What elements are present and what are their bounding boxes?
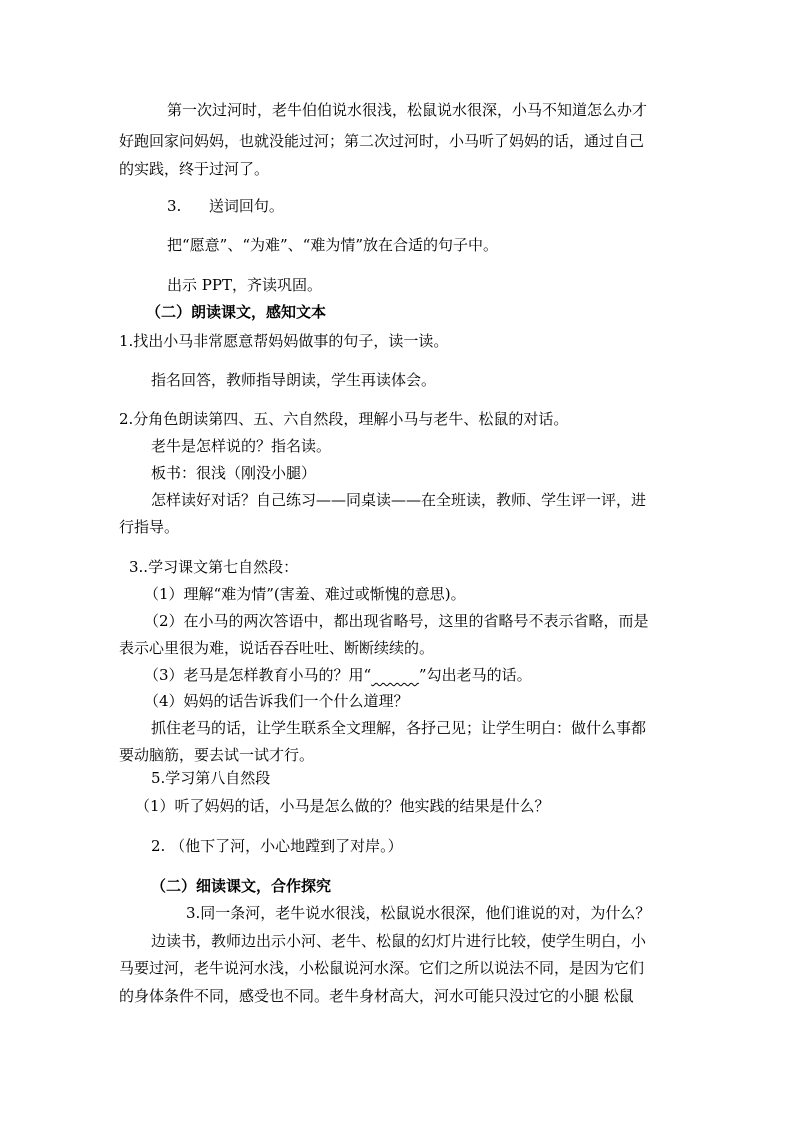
question-2-line: 老牛是怎样说的？指名读。 <box>151 437 332 455</box>
board-note: 板书：很浅（刚没小腿） <box>151 464 317 482</box>
question-1-answer: 指名回答，教师指导朗读，学生再读体会。 <box>151 371 437 389</box>
question-2-line: 怎样读好对话？自己练习——同桌读——在全班读，教师、学生评一评，进 <box>151 491 647 509</box>
section-number: 3. <box>167 197 182 215</box>
paragraph-line: 的实践，终于过河了。 <box>119 160 270 178</box>
question-2: 2.分角色朗读第四、五、六自然段，理解小马与老牛、松鼠的对话。 <box>119 410 569 428</box>
question-1: 1.找出小马非常愿意帮妈妈做事的句子，读一读。 <box>119 332 449 350</box>
paragraph-line: 好跑回家问妈妈，也就没能过河；第二次过河时，小马听了妈妈的话，通过自己 <box>119 132 645 150</box>
paragraph-line: 的身体条件不同，感受也不同。老牛身材高大，河水可能只没过它的小腿 松鼠 <box>119 987 634 1005</box>
instruction-text: 把“愿意”、“为难”、“难为情”放在合适的句子中。 <box>167 236 499 254</box>
question-3-item: （1）理解“难为情”(害羞、难过或惭愧的意思)。 <box>144 585 466 603</box>
paragraph-line: 边读书，教师边出示小河、老牛、松鼠的幻灯片进行比较，使学生明白，小 <box>151 932 647 950</box>
question-3-item: （2）在小马的两次答语中，都出现省略号，这里的省略号不表示省略，而是 <box>144 612 649 630</box>
wavy-blank <box>371 666 419 684</box>
paragraph-line: 第一次过河时，老牛伯伯说水很浅，松鼠说水很深，小马不知道怎么办才 <box>167 101 648 119</box>
subheading-explore: （二）细读课文，合作探究 <box>151 877 332 895</box>
question-3-item: 表示心里很为难，说话吞吞吐吐、断断续续的。 <box>119 639 435 657</box>
section-heading-3 <box>167 196 284 216</box>
item-text: ”勾出老马的话。 <box>418 666 532 684</box>
section-title: 送词回句。 <box>208 197 284 215</box>
item-text: （3）老马是怎样教育小马的？用“ <box>144 666 372 684</box>
question-3-item: （4）妈妈的话告诉我们一个什么道理？ <box>144 692 409 710</box>
question-3-item <box>144 665 532 685</box>
question-5-answer: 2. （他下了河，小心地蹚到了对岸。） <box>151 837 403 855</box>
ppt-note: 出示 PPT，齐读巩固。 <box>167 276 322 294</box>
question-3-item: 抓住老马的话，让学生联系全文理解，各抒己见；让学生明白：做什么事都 <box>151 719 647 737</box>
paragraph-line: 马要过河，老牛说河水浅，小松鼠说河水深。它们之所以说法不同，是因为它们 <box>119 959 645 977</box>
question-5-item: （1）听了妈妈的话，小马是怎么做的？他实践的结果是什么？ <box>135 797 550 815</box>
subheading-reading: （二）朗读课文，感知文本 <box>146 303 327 321</box>
question-3-item: 要动脑筋，要去试一试才行。 <box>119 746 315 764</box>
question-3: 3..学习课文第七自然段： <box>129 558 299 576</box>
question-2-line: 行指导。 <box>119 518 180 536</box>
question-5: 5.学习第八自然段 <box>151 769 271 787</box>
question-6: 3.同一条河，老牛说水很浅，松鼠说水很深，他们谁说的对，为什么？ <box>186 904 651 922</box>
